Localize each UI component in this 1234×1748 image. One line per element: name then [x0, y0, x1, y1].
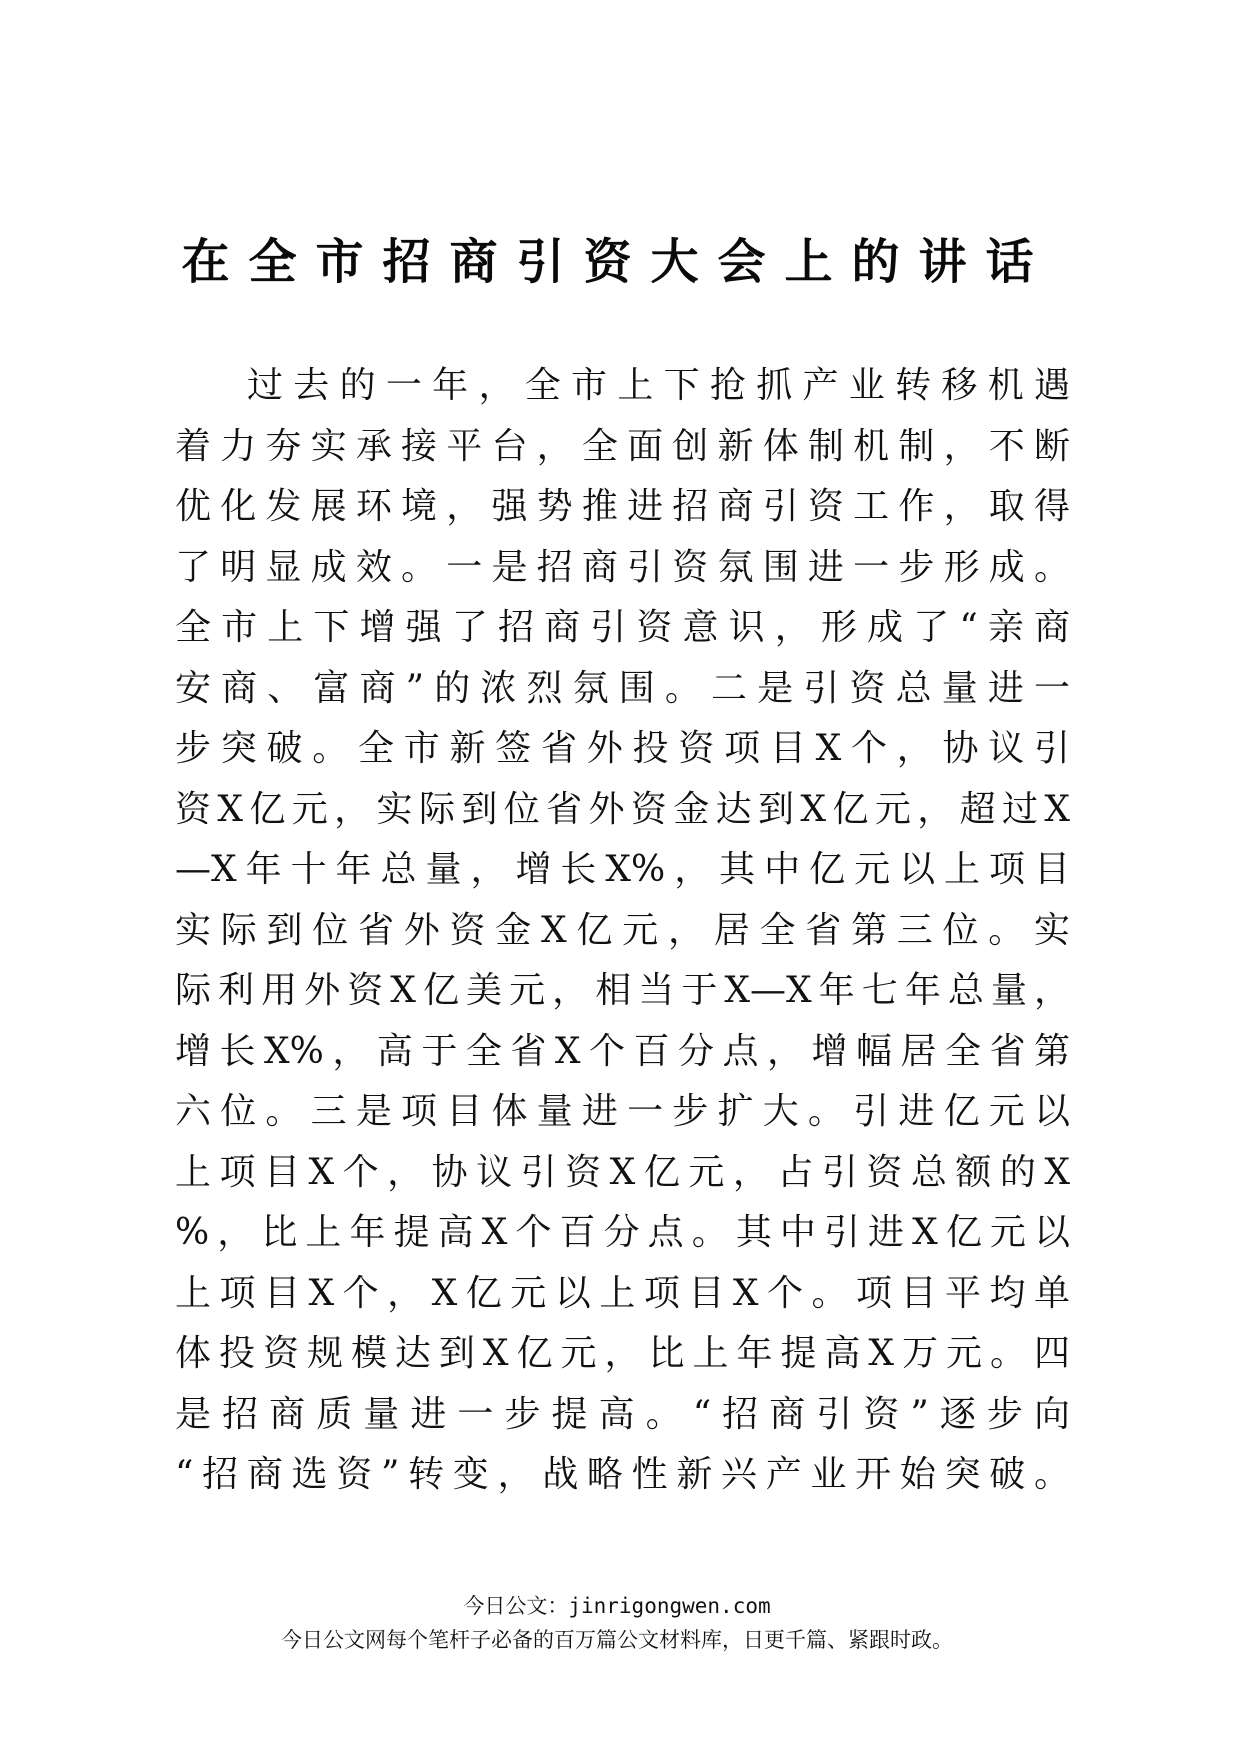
body-line: 安商、富商”的浓烈氛围。二是引资总量进一	[175, 667, 1070, 709]
footer-slogan: 今日公文网每个笔杆子必备的百万篇公文材料库，日更千篇、紧跟时政。	[281, 1628, 953, 1652]
body-line: 上项目X个，协议引资X亿元，占引资总额的X	[175, 1151, 1070, 1193]
body-line: “招商选资”转变，战略性新兴产业开始突破。	[175, 1454, 1070, 1495]
body-line: 全市上下增强了招商引资意识，形成了“亲商	[175, 607, 1070, 648]
body-line: 实际到位省外资金X亿元，居全省第三位。实	[175, 909, 1070, 951]
body-line: 步突破。全市新签省外投资项目X个，协议引	[175, 728, 1070, 769]
body-line: 是招商质量进一步提高。“招商引资”逐步向	[175, 1393, 1070, 1435]
body-line: 增长X%，高于全省X个百分点，增幅居全省第	[175, 1030, 1070, 1072]
body-line: 优化发展环境，强势推进招商引资工作，取得	[175, 486, 1070, 527]
body-line: 六位。三是项目体量进一步扩大。引进亿元以	[175, 1091, 1070, 1132]
body-line: 际利用外资X亿美元，相当于X—X年七年总量，	[175, 970, 1070, 1011]
body-line: —X年十年总量，增长X%，其中亿元以上项目	[175, 849, 1070, 890]
body-line: 过去的一年，全市上下抢抓产业转移机遇	[247, 365, 1070, 406]
footer-label: 今日公文：	[463, 1594, 569, 1618]
body-line: 资X亿元，实际到位省外资金达到X亿元，超过X	[175, 788, 1070, 830]
document-body	[175, 356, 1070, 1506]
footer-site-link[interactable]: jinrigongwen.com	[568, 1594, 771, 1618]
body-line: 体投资规模达到X亿元，比上年提高X万元。四	[175, 1333, 1070, 1374]
body-line: 上项目X个，X亿元以上项目X个。项目平均单	[175, 1272, 1070, 1314]
document-title: 在全市招商引资大会上的讲话	[181, 234, 1053, 290]
footer-source	[0, 1592, 1234, 1620]
body-line: 着力夯实承接平台，全面创新体制机制，不断	[175, 425, 1070, 467]
body-line: %，比上年提高X个百分点。其中引进X亿元以	[175, 1212, 1070, 1253]
body-line: 了明显成效。一是招商引资氛围进一步形成。	[175, 546, 1070, 588]
